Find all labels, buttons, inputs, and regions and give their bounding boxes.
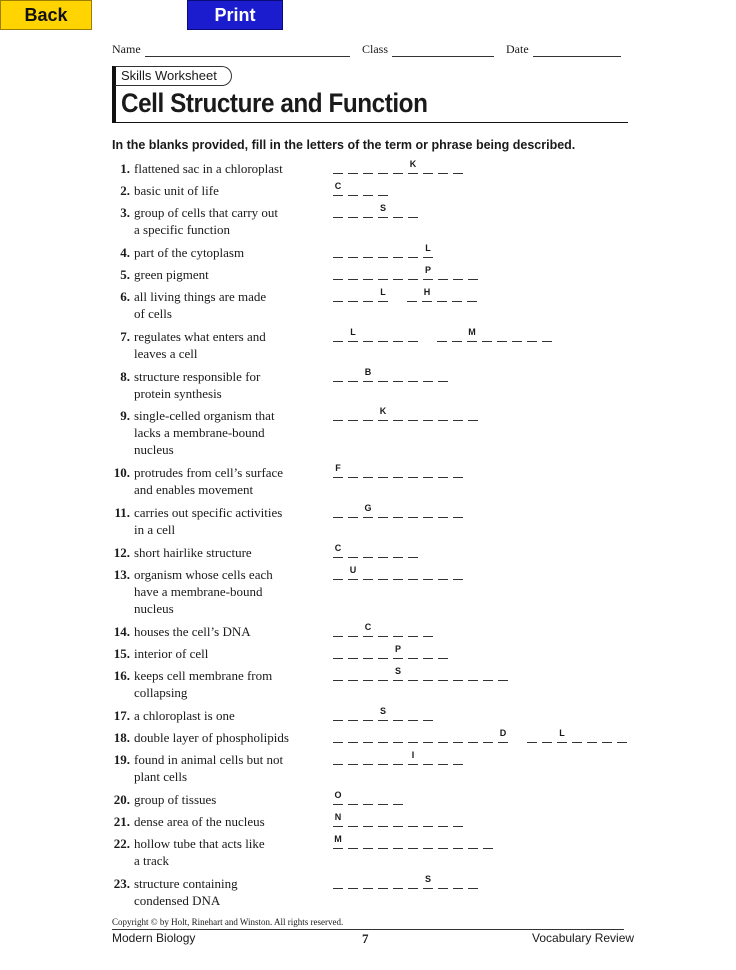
back-button[interactable]: Back [0, 0, 92, 30]
item-description: basic unit of life [134, 183, 219, 198]
class-field [362, 42, 494, 57]
item-number: 16. [113, 668, 130, 683]
item-description: double layer of phospholipids [134, 730, 289, 745]
name-line[interactable] [145, 44, 350, 57]
item-number: 14. [113, 624, 130, 639]
item-description: flattened sac in a chloroplast [134, 161, 283, 176]
item-description: single-celled organism that lacks a membrane-bound nucleus [134, 408, 275, 457]
item-number: 3. [120, 205, 130, 220]
name-field [112, 42, 350, 57]
item-number: 10. [113, 465, 130, 480]
item-number: 8. [120, 369, 130, 384]
item-number: 23. [113, 876, 130, 891]
item-number: 1. [120, 161, 130, 176]
item-number: 20. [113, 792, 130, 807]
date-label: Date [506, 42, 529, 56]
item-description: part of the cytoplasm [134, 245, 245, 260]
item-number: 6. [120, 289, 130, 304]
date-line[interactable] [533, 44, 621, 57]
item-description: keeps cell membrane from collapsing [134, 668, 273, 700]
footer-section: Vocabulary Review [532, 931, 635, 945]
item-number: 18. [113, 730, 130, 745]
item-description: protrudes from cell’s surface and enables movement [134, 465, 284, 497]
item-description: carries out specific activities in a cell [134, 505, 283, 537]
footer-book: Modern Biology [112, 931, 196, 945]
class-label: Class [362, 42, 389, 56]
item-number: 11. [114, 505, 130, 520]
item-description: houses the cell’s DNA [134, 624, 251, 639]
footer-divider [112, 929, 624, 930]
date-field [506, 42, 621, 57]
item-description: group of tissues [134, 792, 217, 807]
page-number: 7 [362, 931, 369, 946]
page-title: Cell Structure and Function [121, 88, 428, 118]
name-label: Name [112, 42, 141, 56]
item-number: 15. [113, 646, 130, 661]
item-description: green pigment [134, 267, 209, 282]
item-number: 2. [120, 183, 130, 198]
item-number: 9. [120, 408, 130, 423]
item-number: 13. [113, 567, 130, 582]
item-number: 21. [113, 814, 130, 829]
item-description: a chloroplast is one [134, 708, 235, 723]
item-description: group of cells that carry out a specific function [134, 205, 279, 237]
item-number: 12. [113, 545, 130, 560]
print-button[interactable]: Print [187, 0, 283, 30]
item-description: short hairlike structure [134, 545, 252, 560]
instructions: In the blanks provided, fill in the letters of the term or phrase being described. [112, 138, 576, 152]
item-description: all living things are made of cells [134, 289, 267, 321]
item-description: dense area of the nucleus [134, 814, 265, 829]
item-description: regulates what enters and leaves a cell [134, 329, 266, 361]
item-number: 17. [113, 708, 130, 723]
copyright: Copyright © by Holt, Rinehart and Winston. All rights reserved. [112, 917, 344, 927]
item-description: hollow tube that acts like a track [134, 836, 265, 868]
item-number: 4. [120, 245, 130, 260]
item-description: organism whose cells each have a membrane-bound nucleus [134, 567, 273, 616]
item-number: 7. [120, 329, 130, 344]
item-description: interior of cell [134, 646, 209, 661]
item-description: found in animal cells but not plant cells [134, 752, 284, 784]
item-number: 19. [113, 752, 130, 767]
item-number: 5. [120, 267, 130, 282]
item-description: structure responsible for protein synthesis [134, 369, 261, 401]
item-description: structure containing condensed DNA [134, 876, 238, 908]
class-line[interactable] [392, 44, 494, 57]
worksheet-tag: Skills Worksheet [115, 66, 232, 86]
item-number: 22. [113, 836, 130, 851]
